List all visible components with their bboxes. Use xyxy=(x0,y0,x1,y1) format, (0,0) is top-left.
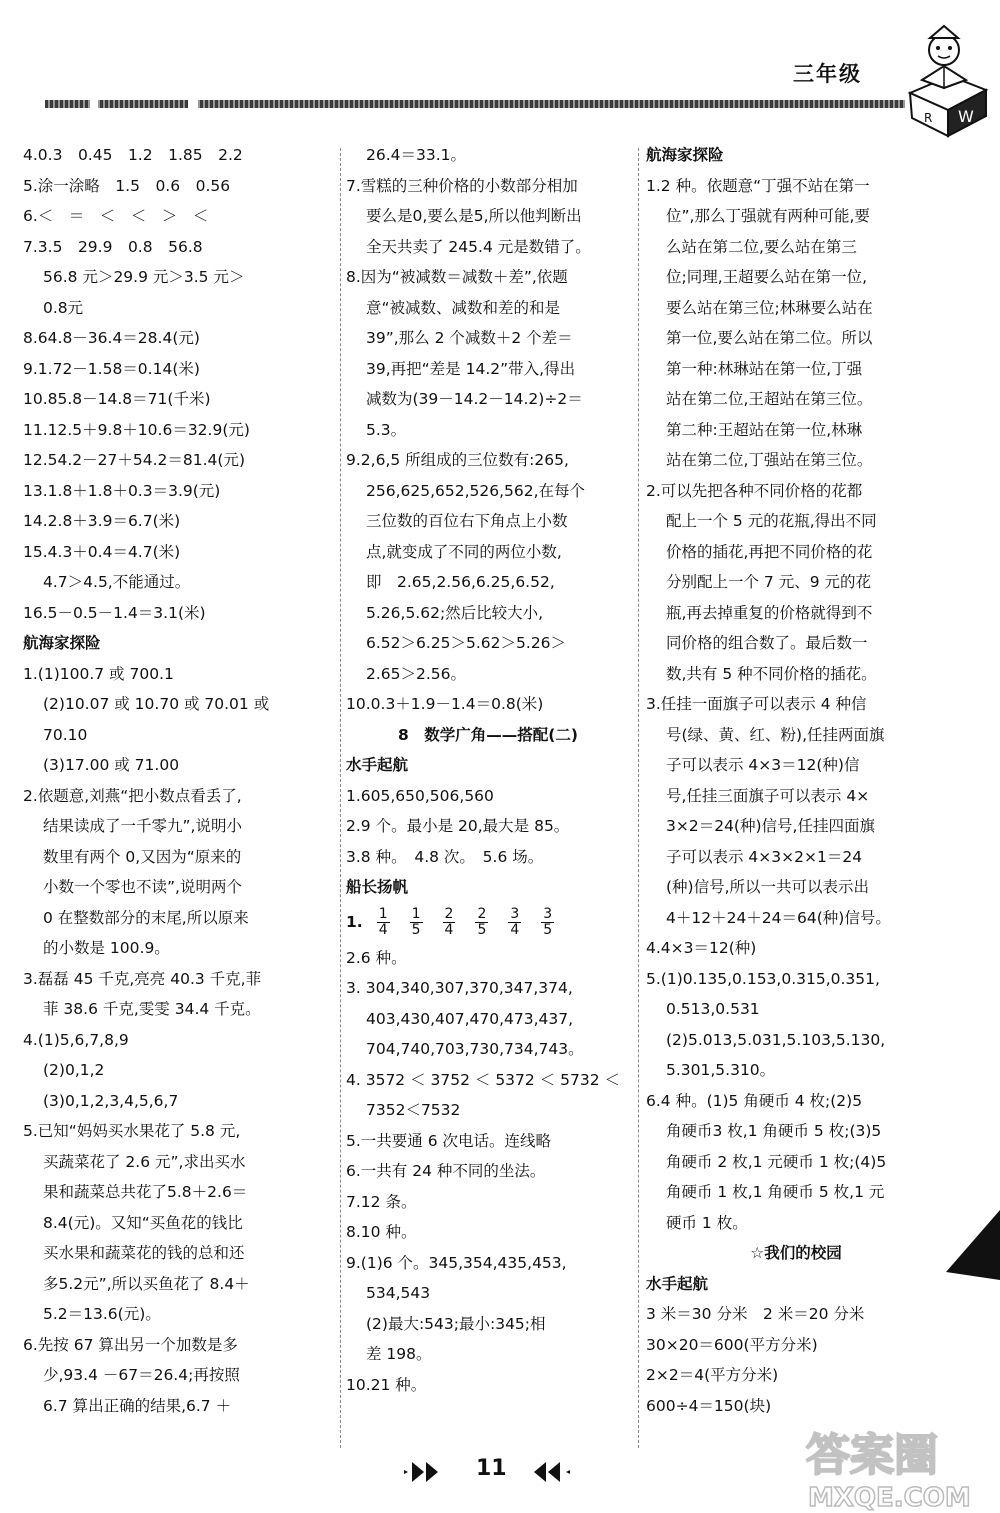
answer-line: 果和蔬菜总共花了5.8＋2.6＝ xyxy=(43,1183,248,1201)
answer-line: 6.52＞6.25＞5.62＞5.26＞ xyxy=(366,634,567,652)
answer-line: 3. 304,340,307,370,347,374, xyxy=(346,979,573,997)
answer-line: 号,任挂三面旗子可以表示 4× xyxy=(666,786,870,805)
answer-line: 5.一共要通 6 次电话。连线略 xyxy=(346,1131,552,1150)
answer-line: 5.涂一涂略 1.5 0.6 0.56 xyxy=(23,176,231,195)
numerator: 2 xyxy=(444,906,454,922)
answer-line: (2)0,1,2 xyxy=(43,1061,105,1079)
header-band xyxy=(45,100,905,108)
denominator: 5 xyxy=(411,922,421,938)
fraction-item-number: 1. xyxy=(346,913,363,932)
denominator: 5 xyxy=(477,922,487,938)
answer-line: 8.10 种。 xyxy=(346,1223,417,1241)
answer-line: 位”,那么丁强就有两种可能,要 xyxy=(666,207,870,225)
denominator: 4 xyxy=(444,922,454,938)
svg-text:答案圈: 答案圈 xyxy=(806,1430,938,1481)
answer-line: 26.4＝33.1。 xyxy=(366,146,467,164)
section-heading: 航海家探险 xyxy=(23,634,101,652)
answer-line: (2)最大:543;最小:345;相 xyxy=(366,1314,546,1333)
answer-line: (种)信号,所以一共可以表示出 xyxy=(666,878,870,896)
answer-line: 第一种:林琳站在第一位,丁强 xyxy=(666,359,863,378)
answer-line: 意“被减数、减数和差的和是 xyxy=(366,298,561,317)
numerator: 1 xyxy=(378,906,388,922)
section-heading: 水手起航 xyxy=(346,756,409,774)
page-corner-tab xyxy=(946,1210,1000,1280)
svg-text:MXQE.COM: MXQE.COM xyxy=(808,1483,971,1513)
column-middle xyxy=(346,140,630,1400)
answer-line: 403,430,407,470,473,437, xyxy=(366,1009,574,1028)
svg-text:R: R xyxy=(924,111,933,125)
answer-line: 0 在整数部分的末尾,所以原来 xyxy=(43,908,249,927)
answer-line: 4.7＞4.5,不能通过。 xyxy=(43,573,191,591)
answer-line: 5.2＝13.6(元)。 xyxy=(43,1305,161,1323)
answer-line: 要么站在第三位;林琳要么站在 xyxy=(666,298,873,317)
section-heading: ☆我们的校园 xyxy=(750,1244,842,1262)
answer-line: 5.已知“妈妈买水果花了 5.8 元, xyxy=(23,1122,241,1140)
answer-line: 9.(1)6 个。345,354,435,453, xyxy=(346,1253,567,1272)
answer-line: 子可以表示 4×3×2×1＝24 xyxy=(666,847,863,866)
answer-line: 2.依题意,刘燕“把小数点看丢了, xyxy=(23,786,242,805)
answer-line: 6.＜ ＝ ＜ ＜ ＞ ＜ xyxy=(23,207,209,225)
answer-line: 7352＜7532 xyxy=(366,1101,461,1119)
fraction xyxy=(443,907,456,938)
answer-line: 1.(1)100.7 或 700.1 xyxy=(23,664,174,683)
answer-line: 价格的插花,再把不同价格的花 xyxy=(666,542,873,561)
answer-line: 13.1.8＋1.8＋0.3＝3.9(元) xyxy=(23,481,221,500)
answer-line: 2×2＝4(平方分米) xyxy=(646,1366,779,1384)
answer-line: 70.10 xyxy=(43,725,88,744)
answer-line: (3)0,1,2,3,4,5,6,7 xyxy=(43,1091,179,1110)
answer-line: 56.8 元＞29.9 元＞3.5 元＞ xyxy=(43,268,245,286)
watermark-logo xyxy=(800,1418,995,1513)
answer-line: 瓶,再去掉重复的价格就得到不 xyxy=(666,603,873,622)
answer-line: (2)5.013,5.031,5.103,5.130, xyxy=(666,1030,886,1049)
answer-line: 8.64.8－36.4＝28.4(元) xyxy=(23,329,200,347)
answer-line: 600÷4＝150(块) xyxy=(646,1396,772,1415)
answer-line: 5.26,5.62;然后比较大小, xyxy=(366,603,544,622)
answer-line: 硬币 1 枚。 xyxy=(666,1213,748,1232)
answer-line: 30×20＝600(平方分米) xyxy=(646,1335,818,1354)
column-divider xyxy=(340,148,341,1448)
answer-line: 5.301,5.310。 xyxy=(666,1061,776,1079)
answer-line: 的小数是 100.9。 xyxy=(43,939,170,957)
column-divider xyxy=(638,148,639,1448)
answer-line: 5.3。 xyxy=(366,420,407,439)
answer-line: 站在第二位,王超站在第三位。 xyxy=(666,390,873,408)
answer-line: 39,再把“差是 14.2”带入,得出 xyxy=(366,359,576,378)
answer-line: 3.磊磊 45 千克,亮亮 40.3 千克,菲 xyxy=(23,969,262,988)
answer-line: 16.5－0.5－1.4＝3.1(米) xyxy=(23,603,206,622)
answer-line: 12.54.2－27＋54.2＝81.4(元) xyxy=(23,451,246,469)
answer-line: 704,740,703,730,734,743。 xyxy=(366,1040,584,1058)
answer-line: 要么是0,要么是5,所以他判断出 xyxy=(366,207,582,225)
fraction-answer-line xyxy=(346,903,630,943)
numerator: 3 xyxy=(543,906,553,922)
answer-line: 减数为(39－14.2－14.2)÷2＝ xyxy=(366,390,583,408)
backward-arrows-icon xyxy=(530,1460,576,1484)
answer-line: 534,543 xyxy=(366,1284,431,1302)
answer-line: 2.6 种。 xyxy=(346,948,407,967)
answer-line: 三位数的百位右下角点上小数 xyxy=(366,512,568,530)
answer-line: 1.2 种。依题意“丁强不站在第一 xyxy=(646,176,870,195)
answer-line: 4.(1)5,6,7,8,9 xyxy=(23,1030,129,1049)
answer-line: 5.(1)0.135,0.153,0.315,0.351, xyxy=(646,969,880,988)
answer-line: 么站在第二位,要么站在第三 xyxy=(666,237,857,256)
section-heading: 航海家探险 xyxy=(646,146,724,164)
answer-line: 6.4 种。(1)5 角硬币 4 枚;(2)5 xyxy=(646,1091,863,1110)
page-number: 11 xyxy=(476,1456,507,1481)
answer-line: 10.21 种。 xyxy=(346,1375,427,1394)
answer-line: 1.605,650,506,560 xyxy=(346,786,494,805)
grade-label: 三年级 xyxy=(793,62,862,86)
forward-arrows-icon xyxy=(400,1460,446,1484)
denominator: 4 xyxy=(378,922,388,938)
answer-line: 第一位,要么站在第二位。所以 xyxy=(666,329,873,347)
band-gap xyxy=(90,98,98,110)
answer-line: 39”,那么 2 个减数＋2 个差＝ xyxy=(366,329,573,347)
numerator: 2 xyxy=(477,906,487,922)
answer-line: 号(绿、黄、红、粉),任挂两面旗 xyxy=(666,725,885,744)
answer-line: 数里有两个 0,又因为“原来的 xyxy=(43,847,242,866)
answer-line: 2.65＞2.56。 xyxy=(366,664,467,683)
answer-line: 第二种:王超站在第一位,林琳 xyxy=(666,420,863,439)
answer-line: 位;同理,王超要么站在第一位, xyxy=(666,268,868,286)
answer-line: 即 2.65,2.56,6.25,6.52, xyxy=(366,573,555,591)
denominator: 5 xyxy=(543,922,553,938)
answer-line: 角硬币3 枚,1 角硬币 5 枚;(3)5 xyxy=(666,1122,882,1140)
numerator: 3 xyxy=(510,906,520,922)
answer-line: 4.4×3＝12(种) xyxy=(646,939,757,957)
answer-line: 7.3.5 29.9 0.8 56.8 xyxy=(23,237,203,256)
answer-line: 4＋12＋24＋24＝64(种)信号。 xyxy=(666,908,891,927)
answer-line: (3)17.00 或 71.00 xyxy=(43,756,180,774)
answer-line: 站在第二位,丁强站在第三位。 xyxy=(666,451,873,469)
answer-line: 同价格的组合数了。最后数一 xyxy=(666,634,868,652)
answer-line: 分别配上一个 7 元、9 元的花 xyxy=(666,573,872,591)
answer-line: 点,就变成了不同的两位小数, xyxy=(366,542,562,561)
answer-line: 角硬币 2 枚,1 元硬币 1 枚;(4)5 xyxy=(666,1152,887,1171)
fraction xyxy=(475,907,488,938)
answer-line: (2)10.07 或 10.70 或 70.01 或 xyxy=(43,695,270,713)
answer-line: 9.1.72－1.58＝0.14(米) xyxy=(23,359,200,378)
answer-line: 256,625,652,526,562,在每个 xyxy=(366,481,586,500)
column-left xyxy=(23,140,335,1421)
band-gap xyxy=(188,98,198,110)
answer-line: 15.4.3＋0.4＝4.7(米) xyxy=(23,542,181,561)
answer-line: 子可以表示 4×3＝12(种)信 xyxy=(666,756,860,774)
answer-line: 10.0.3＋1.9－1.4＝0.8(米) xyxy=(346,695,544,713)
answer-line: 10.85.8－14.8＝71(千米) xyxy=(23,390,211,408)
answer-line: 小数一个零也不读”,说明两个 xyxy=(43,878,242,896)
answer-line: 4. 3572 ＜ 3752 ＜ 5372 ＜ 5732 ＜ xyxy=(346,1070,620,1089)
section-heading: 8 数学广角——搭配(二) xyxy=(398,725,578,744)
answer-line: 7.12 条。 xyxy=(346,1192,417,1211)
answer-line: 差 198。 xyxy=(366,1345,432,1363)
column-right xyxy=(646,140,946,1421)
answer-line: 2.9 个。最小是 20,最大是 85。 xyxy=(346,817,570,835)
answer-line: 6.7 算出正确的结果,6.7 ＋ xyxy=(43,1396,232,1415)
fraction xyxy=(377,907,390,938)
answer-line: 买蔬菜花了 2.6 元”,求出买水 xyxy=(43,1152,246,1171)
answer-line: 14.2.8＋3.9＝6.7(米) xyxy=(23,512,181,530)
answer-line: 角硬币 1 枚,1 角硬币 5 枚,1 元 xyxy=(666,1183,885,1201)
answer-line: 少,93.4 －67＝26.4;再按照 xyxy=(43,1366,240,1384)
svg-text:W: W xyxy=(958,107,974,126)
answer-line: 9.2,6,5 所组成的三位数有:265, xyxy=(346,451,569,469)
answer-line: 6.一共有 24 种不同的坐法。 xyxy=(346,1162,546,1180)
reading-mascot-icon xyxy=(900,18,990,138)
numerator: 1 xyxy=(411,906,421,922)
answer-line: 菲 38.6 千克,雯雯 34.4 千克。 xyxy=(43,1000,261,1018)
answer-line: 全天共卖了 245.4 元是数错了。 xyxy=(366,237,591,256)
answer-line: 配上一个 5 元的花瓶,得出不同 xyxy=(666,512,877,530)
answer-line: 8.4(元)。又知“买鱼花的钱比 xyxy=(43,1213,243,1232)
answer-line: 3 米＝30 分米 2 米＝20 分米 xyxy=(646,1305,865,1323)
page-header xyxy=(0,0,1000,135)
answer-line: 4.0.3 0.45 1.2 1.85 2.2 xyxy=(23,146,243,164)
answer-line: 8.因为“被减数＝减数＋差”,依题 xyxy=(346,268,568,286)
answer-line: 买水果和蔬菜花的钱的总和还 xyxy=(43,1244,245,1262)
answer-line: 0.513,0.531 xyxy=(666,1000,760,1018)
answer-line: 多5.2元”,所以买鱼花了 8.4＋ xyxy=(43,1274,250,1293)
fraction xyxy=(541,907,554,938)
answer-line: 0.8元 xyxy=(43,298,84,317)
section-heading: 船长扬帆 xyxy=(346,878,409,896)
answer-line: 3.任挂一面旗子可以表示 4 种信 xyxy=(646,695,867,713)
fraction xyxy=(410,907,423,938)
answer-line: 7.雪糕的三种价格的小数部分相加 xyxy=(346,176,578,195)
answer-line: 结果读成了一千零九”,说明小 xyxy=(43,817,242,835)
answer-line: 6.先按 67 算出另一个加数是多 xyxy=(23,1335,238,1354)
section-heading: 水手起航 xyxy=(646,1274,709,1293)
answer-line: 2.可以先把各种不同价格的花都 xyxy=(646,481,863,500)
answer-line: 3×2＝24(种)信号,任挂四面旗 xyxy=(666,817,875,835)
denominator: 4 xyxy=(510,922,520,938)
answer-line: 11.12.5＋9.8＋10.6＝32.9(元) xyxy=(23,420,250,439)
fraction xyxy=(508,907,521,938)
answer-line: 3.8 种。 4.8 次。 5.6 场。 xyxy=(346,847,544,866)
answer-line: 数,共有 5 种不同价格的插花。 xyxy=(666,664,877,683)
